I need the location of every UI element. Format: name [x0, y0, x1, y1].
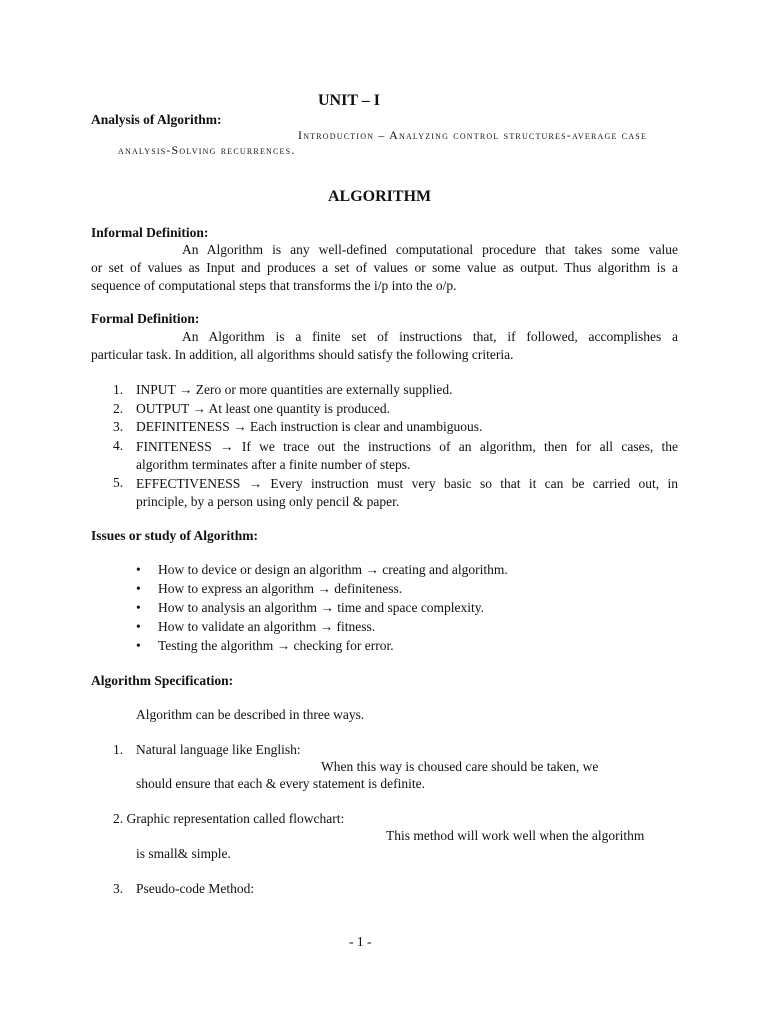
spec-item-1-line-2: should ensure that each & every statement is definite. — [136, 776, 426, 791]
informal-paragraph — [91, 241, 678, 295]
spec-item-2-title: 2. Graphic representation called flowchart: — [113, 811, 345, 826]
spec-item-2-line-2: is small& simple. — [136, 846, 231, 861]
formal-line-1: An Algorithm is a finite set of instructions that, if followed, accomplishes a — [182, 329, 678, 344]
unit-title: UNIT – I — [318, 92, 380, 109]
spec-item-3-title: Pseudo-code Method: — [136, 881, 255, 896]
bullet-icon: • — [136, 638, 141, 653]
analysis-heading: Analysis of Algorithm: — [91, 112, 222, 127]
formal-paragraph — [91, 328, 678, 364]
spec-item-1-title: Natural language like English: — [136, 742, 301, 757]
informal-line-1: An Algorithm is any well-defined computational procedure that takes some value — [182, 242, 678, 257]
criteria-input: INPUT → Zero or more quantities are externally supplied. — [136, 382, 453, 397]
informal-line-3: sequence of computational steps that transforms the i/p into the o/p. — [91, 278, 457, 293]
list-item-number: 2. — [113, 401, 124, 416]
criteria-finiteness — [136, 438, 678, 474]
criteria-finiteness-line-2: algorithm terminates after a finite number of steps. — [136, 457, 411, 472]
spec-item-1-line-1: When this way is choused care should be taken, we — [321, 759, 599, 774]
list-item-number: 1. — [113, 742, 124, 757]
formal-line-2: particular task. In addition, all algorithms should satisfy the following criteria. — [91, 347, 514, 362]
criteria-effectiveness-line-2: principle, by a person using only pencil & paper. — [136, 494, 400, 509]
informal-heading: Informal Definition: — [91, 225, 209, 240]
list-item: How to analysis an algorithm → time and space complexity. — [158, 600, 485, 615]
criteria-definiteness: DEFINITENESS → Each instruction is clear and unambiguous. — [136, 419, 483, 434]
informal-line-2: or set of values as Input and produces a set of values or some value as output. Thus algorithm is a — [91, 260, 678, 275]
algorithm-title: ALGORITHM — [328, 188, 432, 205]
list-item-number: 5. — [113, 475, 124, 490]
list-item-number: 1. — [113, 382, 124, 397]
criteria-effectiveness — [136, 475, 678, 511]
topics-line-1: Introduction – Analyzing control structures-average case — [298, 128, 648, 142]
criteria-finiteness-line-1: FINITENESS → If we trace out the instructions of an algorithm, then for all cases, the — [136, 439, 678, 454]
spec-heading: Algorithm Specification: — [91, 673, 234, 688]
bullet-icon: • — [136, 619, 141, 634]
list-item: How to express an algorithm → definiteness. — [158, 581, 403, 596]
spec-item-2-line-1: This method will work well when the algorithm — [386, 828, 645, 843]
criteria-output: OUTPUT → At least one quantity is produced. — [136, 401, 390, 416]
bullet-icon: • — [136, 600, 141, 615]
list-item-number: 3. — [113, 419, 124, 434]
list-item-number: 4. — [113, 438, 124, 453]
bullet-icon: • — [136, 562, 141, 577]
list-item: How to validate an algorithm → fitness. — [158, 619, 376, 634]
list-item: Testing the algorithm → checking for error. — [158, 638, 394, 653]
formal-heading: Formal Definition: — [91, 311, 200, 326]
bullet-icon: • — [136, 581, 141, 596]
list-item: How to device or design an algorithm → creating and algorithm. — [158, 562, 508, 577]
list-item-number: 3. — [113, 881, 124, 896]
spec-intro: Algorithm can be described in three ways. — [136, 707, 365, 722]
topics-line-2: analysis-Solving recurrences. — [118, 143, 296, 157]
issues-heading: Issues or study of Algorithm: — [91, 528, 259, 543]
page-number: - 1 - — [349, 934, 372, 949]
criteria-effectiveness-line-1: EFFECTIVENESS → Every instruction must very basic so that it can be carried out, in — [136, 476, 678, 491]
